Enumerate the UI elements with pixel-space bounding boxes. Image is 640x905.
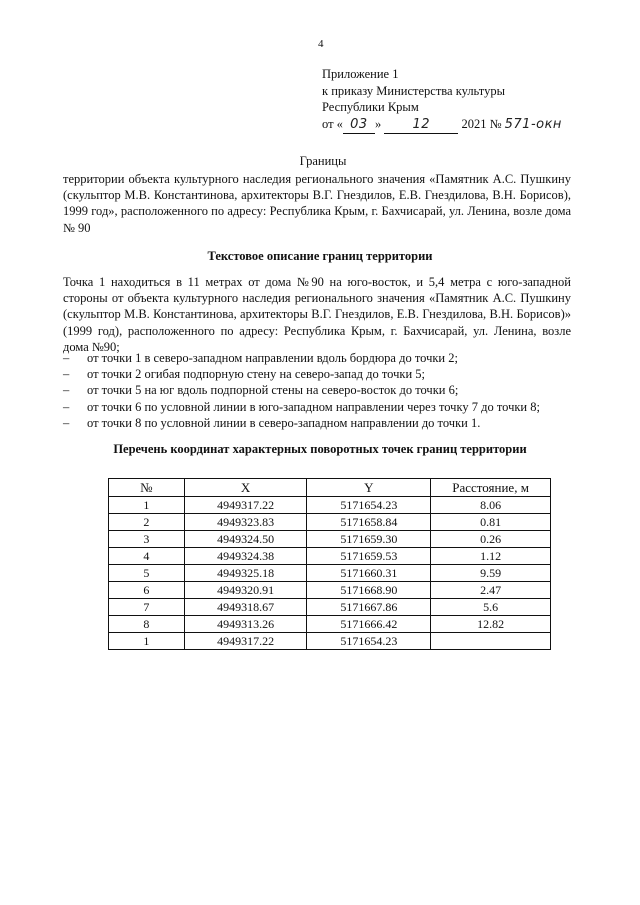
cell-number: 7 — [109, 599, 185, 616]
list-item — [63, 399, 571, 415]
coordinates-heading: Перечень координат характерных поворотных точек границ территории — [113, 442, 527, 456]
header-distance: Расстояние, м — [431, 479, 551, 497]
list-item-text: от точки 2 огибая подпорную стену на северо-запад до точки 5; — [87, 367, 426, 382]
cell-x: 4949324.38 — [184, 548, 307, 565]
table-row — [109, 599, 551, 616]
cell-distance: 12.82 — [431, 616, 551, 633]
date-year: 2021 № — [461, 116, 502, 131]
appendix-line-2: к приказу Министерства культуры — [322, 83, 505, 98]
cell-number: 3 — [109, 531, 185, 548]
list-dash: – — [63, 399, 70, 414]
coordinates-table — [108, 478, 551, 650]
cell-distance: 1.12 — [431, 548, 551, 565]
cell-distance: 0.26 — [431, 531, 551, 548]
cell-y: 5171659.30 — [307, 531, 431, 548]
table-row — [109, 616, 551, 633]
header-number: № — [109, 479, 185, 497]
cell-x: 4949323.83 — [184, 514, 307, 531]
cell-number: 6 — [109, 582, 185, 599]
cell-y: 5171654.23 — [307, 497, 431, 514]
cell-y: 5171659.53 — [307, 548, 431, 565]
table-row — [109, 565, 551, 582]
cell-x: 4949317.22 — [184, 497, 307, 514]
cell-y: 5171660.31 — [307, 565, 431, 582]
appendix-date-line — [322, 116, 565, 135]
table-row — [109, 497, 551, 514]
cell-x: 4949313.26 — [184, 616, 307, 633]
cell-number: 1 — [109, 633, 185, 650]
cell-distance: 0.81 — [431, 514, 551, 531]
description-paragraph: Точка 1 находиться в 11 метрах от дома №90 на юго-восток, и 5,4 метра с юго-западной стороны от объекта культурного наследия регионального значения «Памятник А.С. Пушкину (скульптор М.В. Константинова, архитекторы В.Г. Гнездилов, Е.В. Гнездилова, В.Н. Борисов)» (1999 год), расположенного по адресу: Республика Крым, г. Бахчисарай, ул. Ленина, возле дома №90; — [63, 275, 571, 354]
cell-distance: 2.47 — [431, 582, 551, 599]
cell-number: 8 — [109, 616, 185, 633]
list-dash: – — [63, 383, 70, 398]
cell-y: 5171668.90 — [307, 582, 431, 599]
cell-x: 4949318.67 — [184, 599, 307, 616]
table-row — [109, 531, 551, 548]
cell-y: 5171658.84 — [307, 514, 431, 531]
list-dash: – — [63, 367, 70, 382]
cell-number: 2 — [109, 514, 185, 531]
cell-y: 5171666.42 — [307, 616, 431, 633]
date-mid: » — [374, 116, 382, 131]
intro-paragraph: территории объекта культурного наследия регионального значения «Памятник А.С. Пушкину (скульптор М.В. Константинова, архитекторы В.Г. Гнездилов, Е.В. Гнездилова, В.Н. Борисов), 1999 год», расположенного по адресу: Республика Крым, г. Бахчисарай, ул. Ленина, возле дома № 90 — [63, 172, 571, 235]
cell-y: 5171667.86 — [307, 599, 431, 616]
date-prefix: от « — [322, 116, 343, 131]
table-row — [109, 582, 551, 599]
list-item-text: от точки 1 в северо-западном направлении вдоль бордюра до точки 2; — [87, 351, 458, 365]
list-item — [63, 366, 571, 382]
steps-list — [63, 350, 571, 431]
page-number: 4 — [318, 38, 324, 50]
cell-distance: 9.59 — [431, 565, 551, 582]
cell-number: 1 — [109, 497, 185, 514]
text-description-heading: Текстовое описание границ территории — [207, 249, 433, 263]
order-number: 571-окн — [504, 116, 562, 132]
table-header-row — [109, 479, 551, 497]
cell-x: 4949320.91 — [184, 582, 307, 599]
list-dash: – — [63, 415, 70, 430]
cell-distance: 5.6 — [431, 599, 551, 616]
list-item — [63, 415, 571, 431]
list-dash: – — [63, 351, 70, 365]
appendix-block — [322, 66, 565, 134]
cell-distance — [431, 633, 551, 650]
list-item-text: от точки 6 по условной линии в юго-западном направлении через точку 7 до точки 8; — [87, 399, 540, 414]
date-month: 12 — [384, 117, 458, 135]
appendix-line-3: Республики Крым — [322, 100, 419, 114]
list-item — [63, 350, 571, 366]
header-y: Y — [307, 479, 431, 497]
list-item-text: от точки 8 по условной линии в северо-западном направлении до точки 1. — [87, 415, 481, 430]
cell-number: 5 — [109, 565, 185, 582]
document-title: Границы — [299, 154, 347, 168]
list-item — [63, 382, 571, 398]
table-row — [109, 633, 551, 650]
cell-x: 4949317.22 — [184, 633, 307, 650]
list-item-text: от точки 5 на юг вдоль подпорной стены на северо-восток до точки 6; — [87, 383, 459, 398]
cell-number: 4 — [109, 548, 185, 565]
header-x: X — [184, 479, 307, 497]
table-row — [109, 548, 551, 565]
date-day: 03 — [343, 117, 375, 135]
cell-x: 4949324.50 — [184, 531, 307, 548]
cell-y: 5171654.23 — [307, 633, 431, 650]
cell-distance: 8.06 — [431, 497, 551, 514]
table-row — [109, 514, 551, 531]
cell-x: 4949325.18 — [184, 565, 307, 582]
appendix-line-1: Приложение 1 — [322, 67, 399, 81]
